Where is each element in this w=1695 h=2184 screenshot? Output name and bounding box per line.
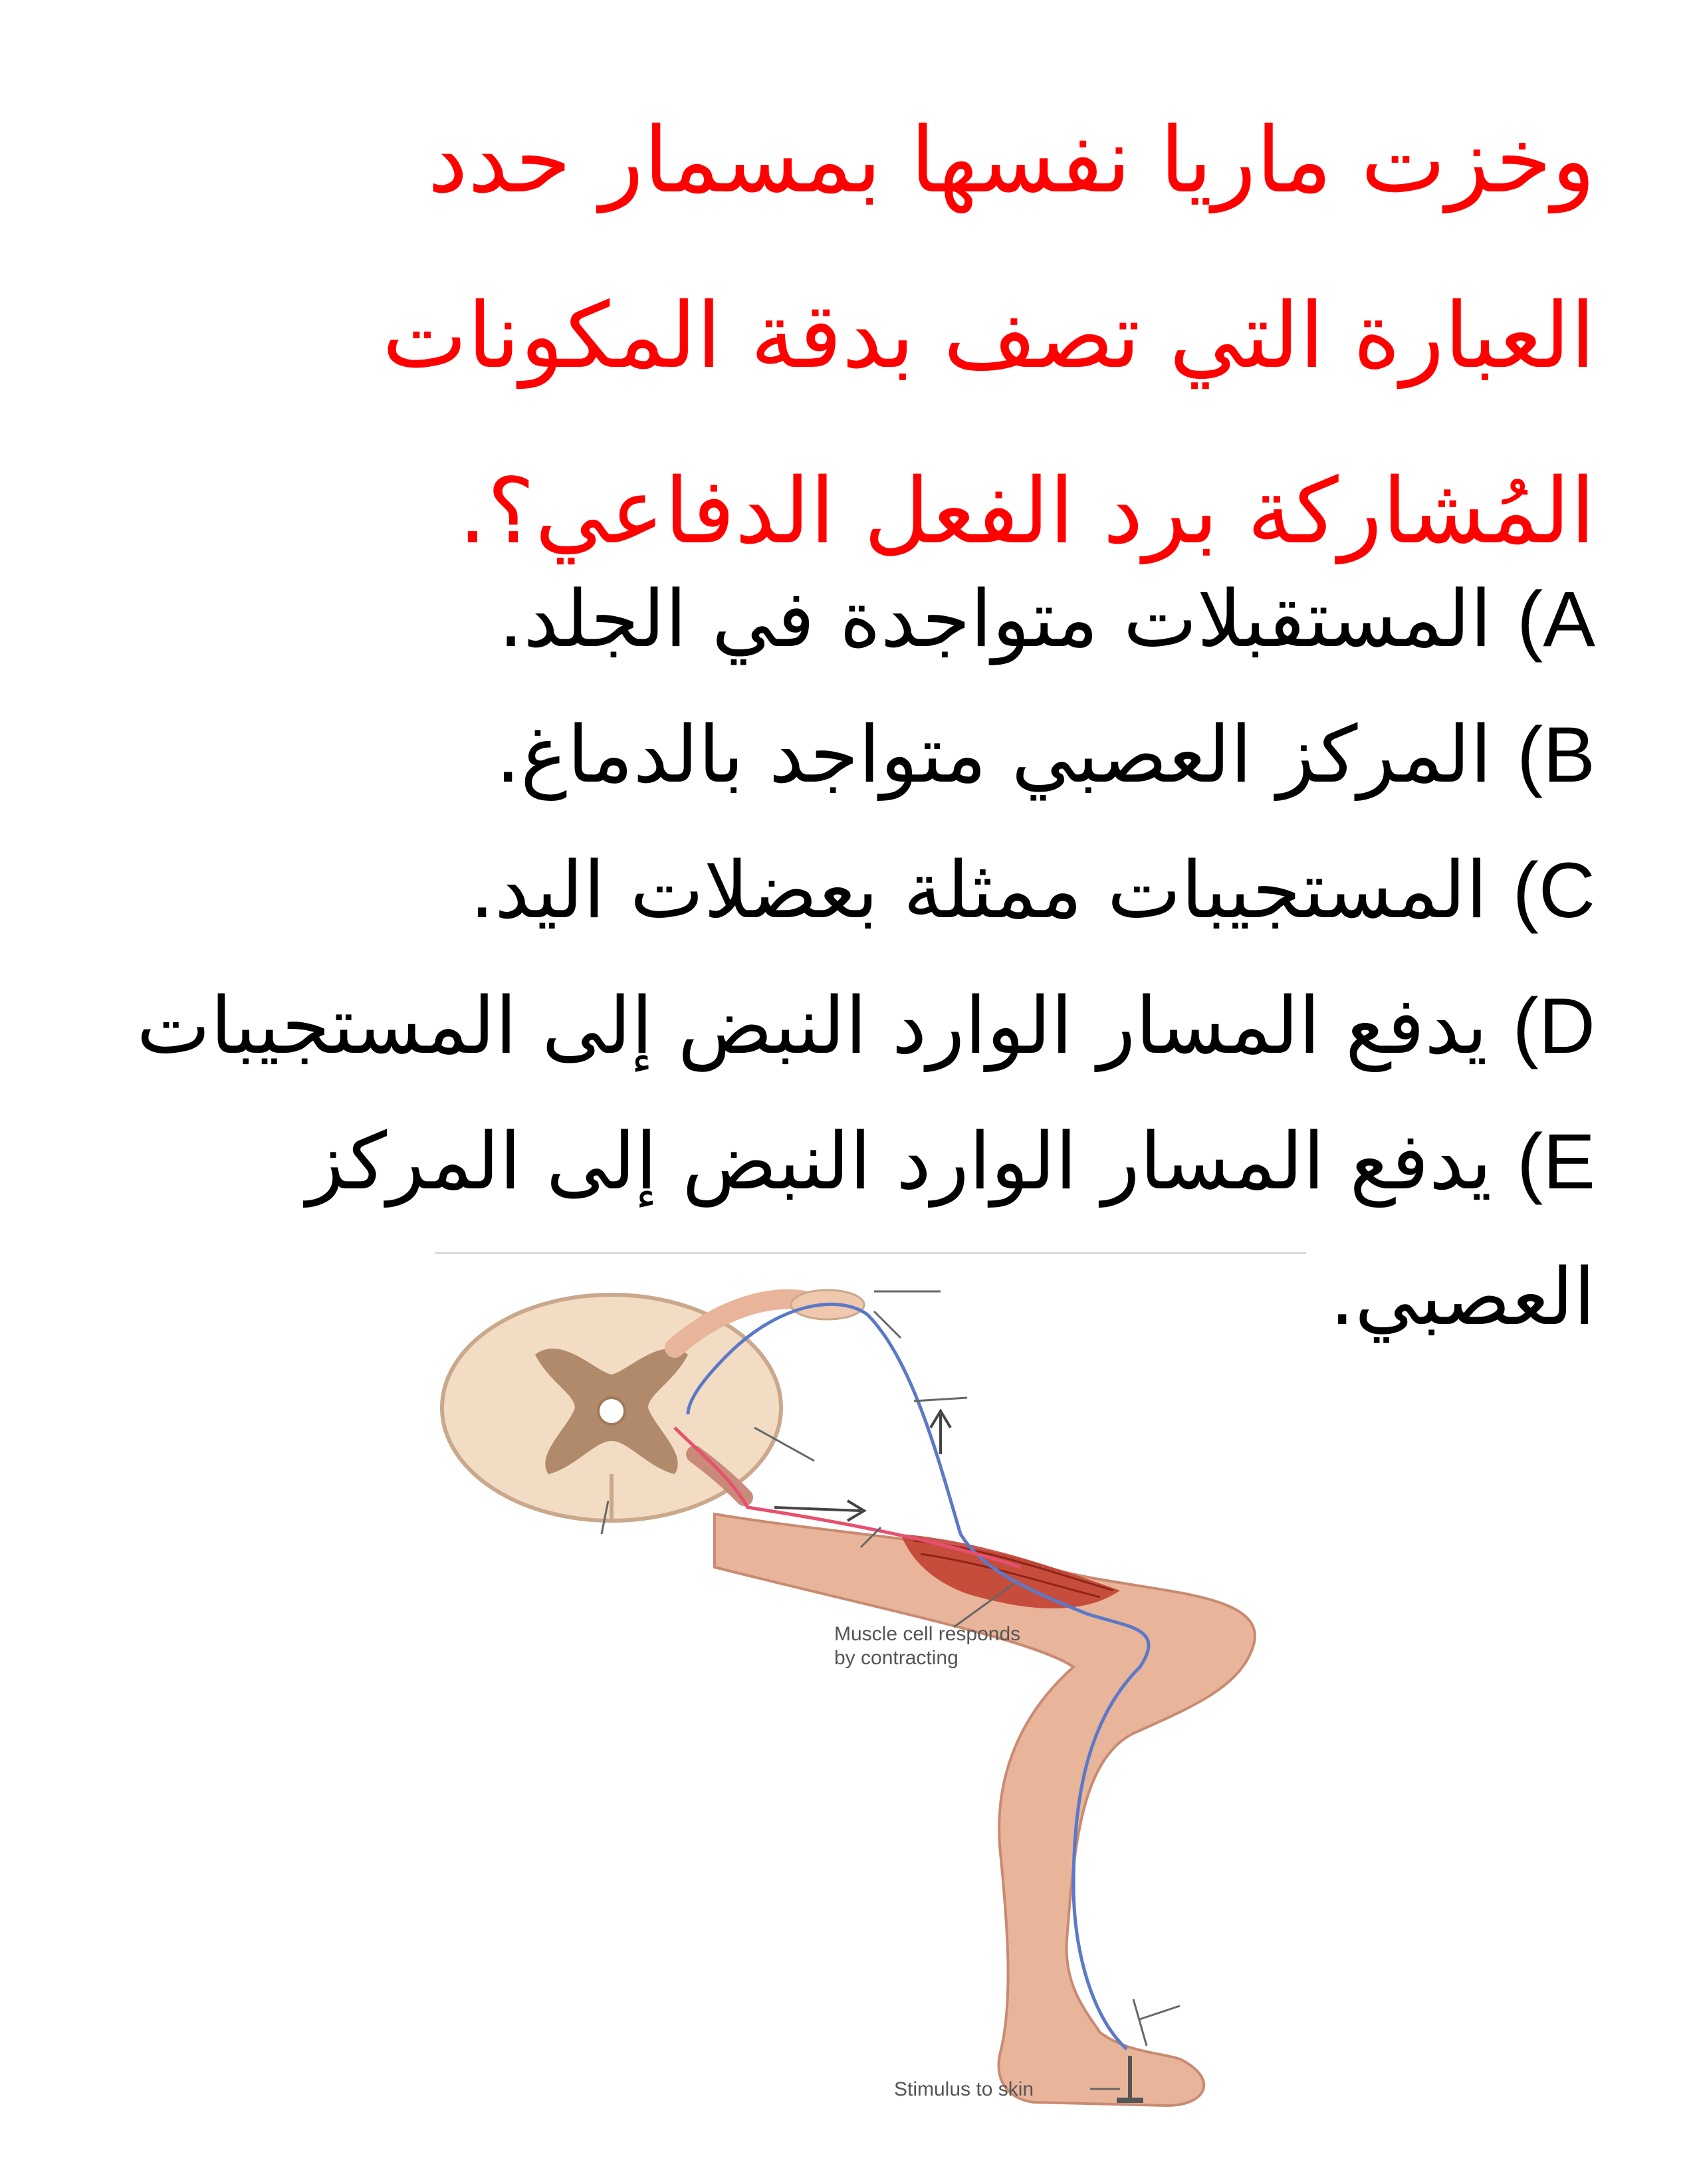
option-letter: B) [1516,711,1595,799]
question-line-3: المُشاركة برد الفعل الدفاعي؟. [458,459,1595,564]
option-text: المركز العصبي متواجد بالدماغ. [495,709,1492,800]
option-text: المستقبلات متواجدة في الجلد. [498,573,1492,665]
leg-illustration [715,1514,1255,2106]
option-c[interactable] [100,823,1595,958]
question-line-1: وخزت ماريا نفسها بمسمار حدد [427,108,1595,213]
figure-top-divider [435,1252,1306,1254]
option-b[interactable] [100,687,1595,823]
spinal-cord-section [442,1290,864,1521]
question-line-2: العبارة التي تصف بدقة المكونات [382,284,1595,389]
option-d[interactable] [100,958,1595,1094]
option-letter: C) [1512,847,1595,934]
question-text [100,73,1595,600]
option-a[interactable] [100,552,1595,687]
option-letter: D) [1512,982,1595,1070]
muscle-label-line-2: by contracting [834,1647,959,1669]
muscle-label [834,1623,1026,1669]
option-text: يدفع المسار الوارد النبض إلى المركز [306,1115,1492,1207]
option-text: يدفع المسار الوارد النبض إلى المستجيبات [136,980,1488,1071]
reflex-arc-illustration [435,1255,1306,2126]
option-letter: A) [1516,576,1595,663]
option-letter: E) [1516,1118,1595,1206]
muscle-label-line-1: Muscle cell responds [834,1623,1021,1645]
option-text: المستجيبات ممثلة بعضلات اليد. [469,844,1488,936]
answer-options [100,552,1595,1365]
option-text-continuation: العصبي. [1329,1251,1595,1343]
stimulus-label: Stimulus to skin [894,2078,1034,2100]
